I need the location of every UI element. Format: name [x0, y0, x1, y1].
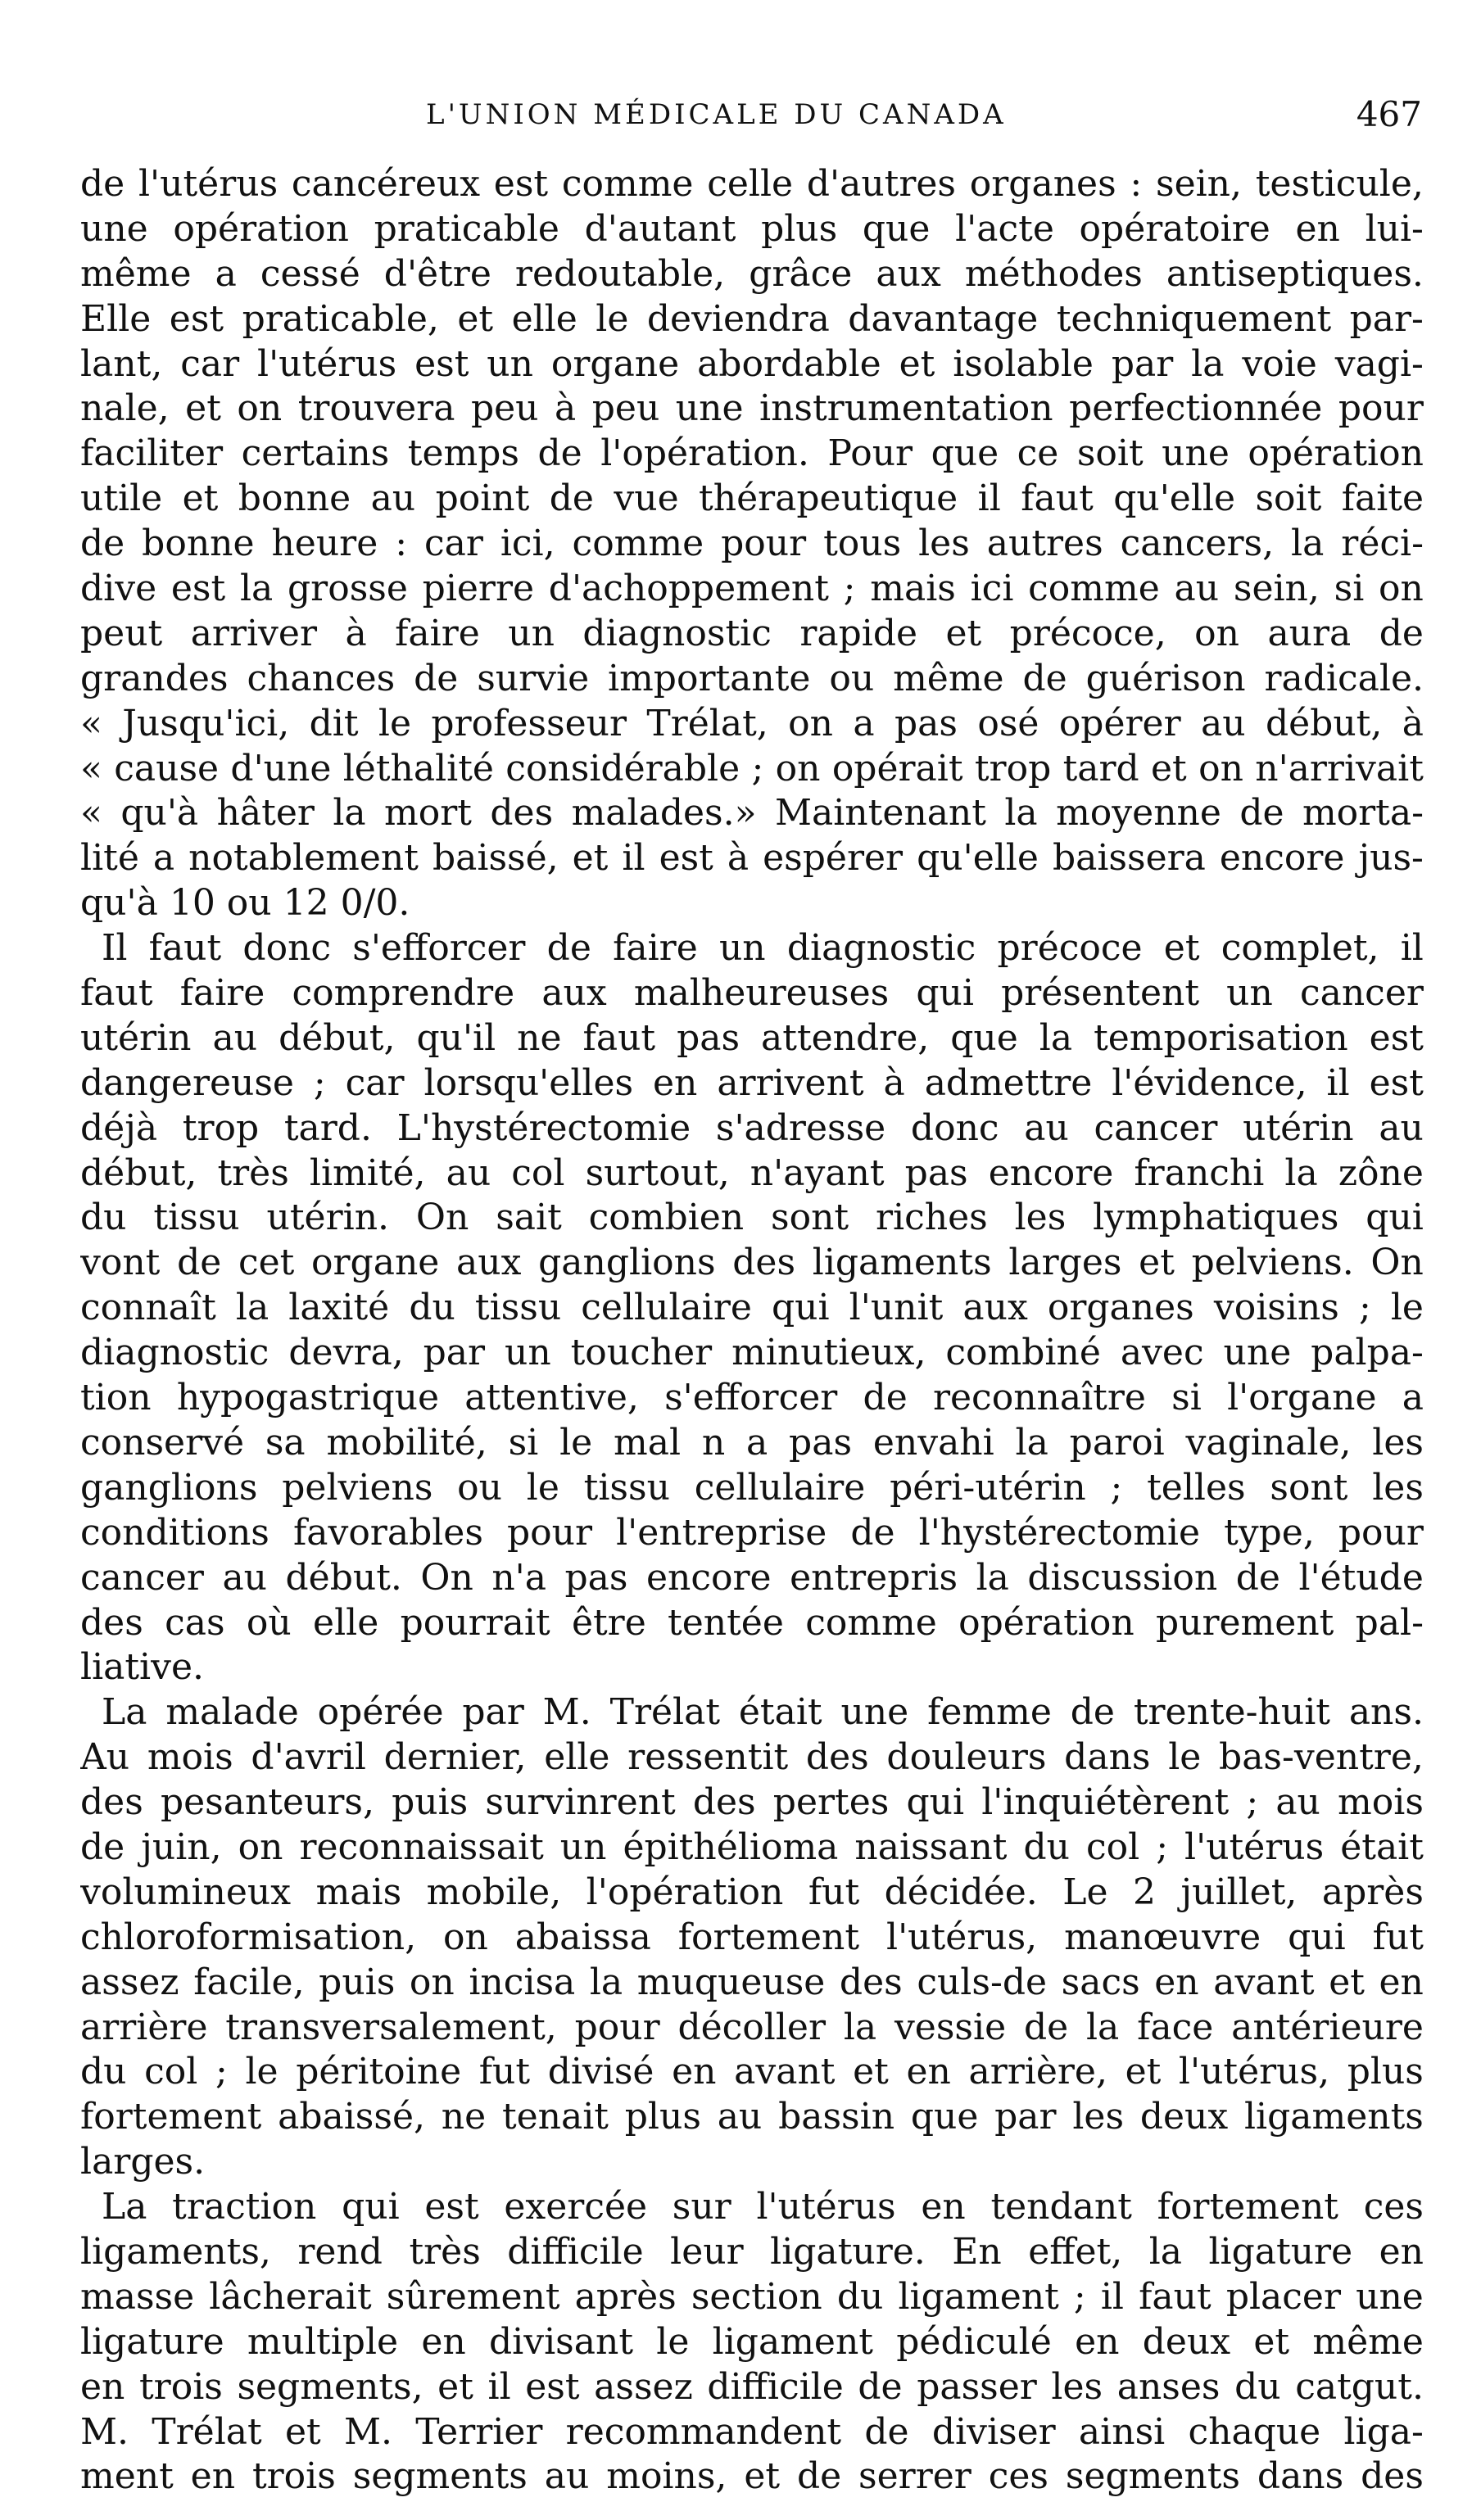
text-line: larges. [80, 2141, 206, 2183]
text-line: lité a notablement baissé, et il est à espérer qu'elle baissera encore jus- [80, 837, 1424, 880]
text-line: de l'utérus cancéreux est comme celle d'autres organes : sein, testicule, [80, 163, 1424, 205]
text-line: cancer au début. On n'a pas encore entrepris la discussion de l'étude [80, 1556, 1424, 1599]
text-line: faciliter certains temps de l'opération. Pour que ce soit une opération [80, 432, 1424, 475]
text-line: des pesanteurs, puis survinrent des pertes qui l'inquiétèrent ; au mois [80, 1781, 1424, 1824]
text-line: masse lâcherait sûrement après section du ligament ; il faut placer une [80, 2275, 1424, 2318]
text-line: Elle est praticable, et elle le deviendra davantage techniquement par- [80, 297, 1424, 340]
text-line: des cas où elle pourrait être tentée comme opération purement pal- [80, 1601, 1424, 1644]
text-line: utile et bonne au point de vue thérapeutique il faut qu'elle soit faite [80, 477, 1424, 520]
text-line: une opération praticable d'autant plus que l'acte opératoire en lui- [80, 207, 1424, 250]
page-number: 467 [1356, 94, 1422, 134]
text-line: utérin au début, qu'il ne faut pas attendre, que la temporisation est [80, 1016, 1424, 1059]
text-line: lant, car l'utérus est un organe abordable et isolable par la voie vagi- [80, 342, 1424, 385]
text-line: La traction qui est exercée sur l'utérus en tendant fortement ces [102, 2186, 1424, 2228]
text-line: de juin, on reconnaissait un épithélioma naissant du col ; l'utérus était [80, 1826, 1424, 1868]
text-line: vont de cet organe aux ganglions des ligaments larges et pelviens. On [80, 1242, 1424, 1284]
text-line: déjà trop tard. L'hystérectomie s'adresse donc au cancer utérin au [80, 1106, 1424, 1149]
text-line: diagnostic devra, par un toucher minutieux, combiné avec une palpa- [80, 1332, 1424, 1374]
text-line: en trois segments, et il est assez difficile de passer les anses du catgut. [80, 2365, 1424, 2408]
text-line: liative. [80, 1646, 205, 1689]
text-line: grandes chances de survie importante ou même de guérison radicale. [80, 657, 1424, 699]
text-line: connaît la laxité du tissu cellulaire qui l'unit aux organes voisins ; le [80, 1287, 1424, 1329]
text-line: « Jusqu'ici, dit le professeur Trélat, on a pas osé opérer au début, à [80, 702, 1424, 744]
text-line: ganglions pelviens ou le tissu cellulaire péri-utérin ; telles sont les [80, 1466, 1424, 1509]
text-line: Il faut donc s'efforcer de faire un diagnostic précoce et complet, il [102, 927, 1424, 970]
text-line: du tissu utérin. On sait combien sont riches les lymphatiques qui [80, 1197, 1424, 1239]
journal-title: L'UNION MÉDICALE DU CANADA [426, 98, 1007, 131]
text-line: peut arriver à faire un diagnostic rapide et précoce, on aura de [80, 612, 1424, 654]
text-line: ment en trois segments au moins, et de serrer ces segments dans des [80, 2455, 1424, 2498]
text-line: assez facile, puis on incisa la muqueuse des culs-de sacs en avant et en [80, 1961, 1424, 2003]
text-line: fortement abaissé, ne tenait plus au bassin que par les deux ligaments [80, 2096, 1424, 2138]
text-line: ligaments, rend très difficile leur ligature. En effet, la ligature en [80, 2230, 1424, 2273]
text-line: qu'à 10 ou 12 0/0. [80, 882, 410, 925]
text-line: arrière transversalement, pour décoller la vessie de la face antérieure [80, 2006, 1424, 2048]
text-line: M. Trélat et M. Terrier recommandent de diviser ainsi chaque liga- [80, 2410, 1424, 2453]
text-line: dive est la grosse pierre d'achoppement ; mais ici comme au sein, si on [80, 568, 1424, 610]
text-line: conditions favorables pour l'entreprise de l'hystérectomie type, pour [80, 1511, 1424, 1554]
running-head [0, 90, 1481, 139]
text-line: volumineux mais mobile, l'opération fut décidée. Le 2 juillet, après [80, 1871, 1424, 1913]
text-line: début, très limité, au col surtout, n'ayant pas encore franchi la zône [80, 1151, 1424, 1194]
text-line: Au mois d'avril dernier, elle ressentit des douleurs dans le bas-ventre, [80, 1736, 1424, 1779]
text-line: de bonne heure : car ici, comme pour tous les autres cancers, la réci- [80, 523, 1424, 565]
text-line: La malade opérée par M. Trélat était une femme de trente-huit ans. [102, 1691, 1424, 1734]
text-line: conservé sa mobilité, si le mal n a pas envahi la paroi vaginale, les [80, 1421, 1424, 1464]
text-line: dangereuse ; car lorsqu'elles en arrivent à admettre l'évidence, il est [80, 1061, 1424, 1104]
text-line: tion hypogastrique attentive, s'efforcer de reconnaître si l'organe a [80, 1377, 1424, 1419]
text-line: ligature multiple en divisant le ligament pédiculé en deux et même [80, 2320, 1424, 2363]
text-line: nale, et on trouvera peu à peu une instrumentation perfectionnée pour [80, 387, 1424, 430]
body-text [80, 162, 1424, 2500]
text-line: même a cessé d'être redoutable, grâce aux méthodes antiseptiques. [80, 252, 1424, 295]
text-line: faut faire comprendre aux malheureuses qui présentent un cancer [80, 972, 1424, 1015]
text-line: « qu'à hâter la mort des malades.» Maintenant la moyenne de morta- [80, 792, 1424, 835]
text-line: du col ; le péritoine fut divisé en avant et en arrière, et l'utérus, plus [80, 2051, 1424, 2093]
text-line: chloroformisation, on abaissa fortement l'utérus, manœuvre qui fut [80, 1916, 1424, 1958]
text-line: « cause d'une léthalité considérable ; on opérait trop tard et on n'arrivait [80, 747, 1424, 789]
